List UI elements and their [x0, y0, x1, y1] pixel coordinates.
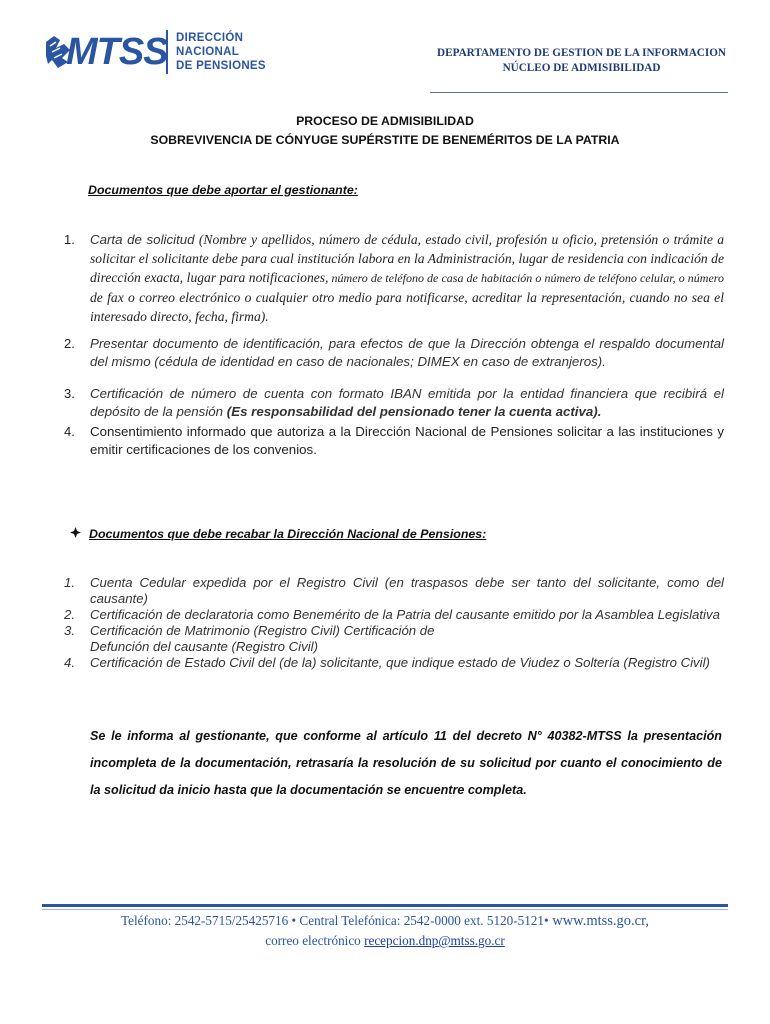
logo-line-1: DIRECCIÓN [176, 32, 244, 44]
item-lead: Carta de solicitud [90, 232, 195, 247]
list-item [64, 423, 724, 459]
item-number: 1. [64, 232, 75, 247]
item-detail-end: de fax o correo electrónico o cualquier otro medio para notificarse, acreditar la representación, cuando no sea el interesado directo, fecha, firma). [90, 290, 724, 324]
notice-paragraph: Se le informa al gestionante, que conforme al artículo 11 del decreto N° 40382-MTSS la presentación incompleta de la documentación, retrasaría la resolución de su solicitud por cuanto el conocimiento de la solicitud da inicio hasta que la documentación se encuentre completa. [90, 729, 722, 797]
item-text: Consentimiento informado que autoriza a la Dirección Nacional de Pensiones solicitar a las instituciones y emitir certificaciones de los convenios. [90, 424, 724, 457]
footer-phones: Teléfono: 2542-5715/25425716 • Central Telefónica: 2542-0000 ext. 5120-5121• [121, 913, 549, 928]
footer [0, 911, 770, 951]
footer-email-label: correo electrónico [265, 933, 365, 948]
document-title [0, 112, 770, 150]
footer-email-link[interactable]: recepcion.dnp@mtss.go.cr [364, 933, 505, 948]
mtss-logo [44, 28, 266, 76]
logo-line-2: NACIONAL [176, 46, 240, 58]
item-number: 1. [64, 575, 75, 590]
title-line-1: PROCESO DE ADMISIBILIDAD [296, 114, 474, 128]
item-text: Certificación de declaratoria como Benemérito de la Patria del causante emitido por la Asamblea Legislativa [90, 607, 720, 622]
footer-website: www.mtss.go.cr, [548, 913, 649, 929]
item-text: Cuenta Cedular expedida por el Registro Civil (en traspasos debe ser tanto del solicitante, como del causante) [90, 575, 724, 606]
footer-line-2 [0, 931, 770, 951]
item-text: Presentar documento de identificación, para efectos de que la Dirección obtenga el respaldo documental del mismo (cédula de identidad en caso de nacionales; DIMEX en caso de extranjeros). [90, 336, 724, 369]
item-detail-small: número de teléfono de casa de habitación o número de teléfono celular, o número [328, 271, 725, 285]
item-number: 3. [64, 386, 75, 401]
item-number: 4. [64, 424, 75, 439]
logo-brand-text: MTSS [66, 31, 168, 73]
list-item [64, 575, 724, 607]
item-text: Certificación de Matrimonio (Registro Civil) Certificación de [90, 623, 435, 638]
item-number: 3. [64, 623, 75, 638]
list-item [64, 230, 724, 326]
department-header [437, 46, 726, 76]
section2-list [64, 575, 724, 671]
item-number: 2. [64, 336, 75, 351]
item-number: 2. [64, 607, 75, 622]
footer-line-1 [0, 911, 770, 931]
department-line-2: NÚCLEO DE ADMISIBILIDAD [502, 62, 661, 74]
header-divider [430, 92, 728, 93]
item-text: Certificación de Estado Civil del (de la) solicitante, que indique estado de Viudez o Soltería (Registro Civil) [90, 655, 710, 670]
title-line-2: SOBREVIVENCIA DE CÓNYUGE SUPÉRSTITE DE BENEMÉRITOS DE LA PATRIA [150, 133, 620, 147]
item-text-line2: Defunción del causante (Registro Civil) [90, 639, 318, 654]
list-item [64, 385, 724, 421]
list-item [64, 623, 724, 655]
footer-divider-thin [42, 909, 728, 910]
section1-list [64, 230, 724, 473]
list-item [64, 655, 724, 671]
item-detail: (Nombre y apellidos, número de cédula, estado civil, profesión u oficio, pretensión o trámite a solicitar el solicitante debe para cual institución labora en la Administración, lugar de residencia con indicación de dirección exacta, lugar para notificaciones, [90, 232, 724, 285]
footer-divider [42, 904, 728, 907]
logo-line-3: DE PENSIONES [176, 60, 266, 72]
list-item [64, 607, 724, 623]
item-bold-note: (Es responsabilidad del pensionado tener la cuenta activa). [226, 404, 602, 419]
mtss-logo-mark [44, 28, 168, 76]
list-item [64, 335, 724, 371]
department-line-1: DEPARTAMENTO DE GESTION DE LA INFORMACION [437, 47, 726, 59]
item-text: Certificación de número de cuenta con formato IBAN emitida por la entidad financiera que recibirá el depósito de la pensión [90, 386, 724, 419]
section2-heading-text: Documentos que debe recabar la Dirección Nacional de Pensiones: [89, 527, 487, 541]
logo-text [176, 31, 266, 73]
diamond-bullet-icon [70, 527, 81, 541]
item-number: 4. [64, 655, 75, 670]
section1-heading: Documentos que debe aportar el gestionante: [88, 183, 358, 197]
section2-heading [70, 527, 486, 541]
